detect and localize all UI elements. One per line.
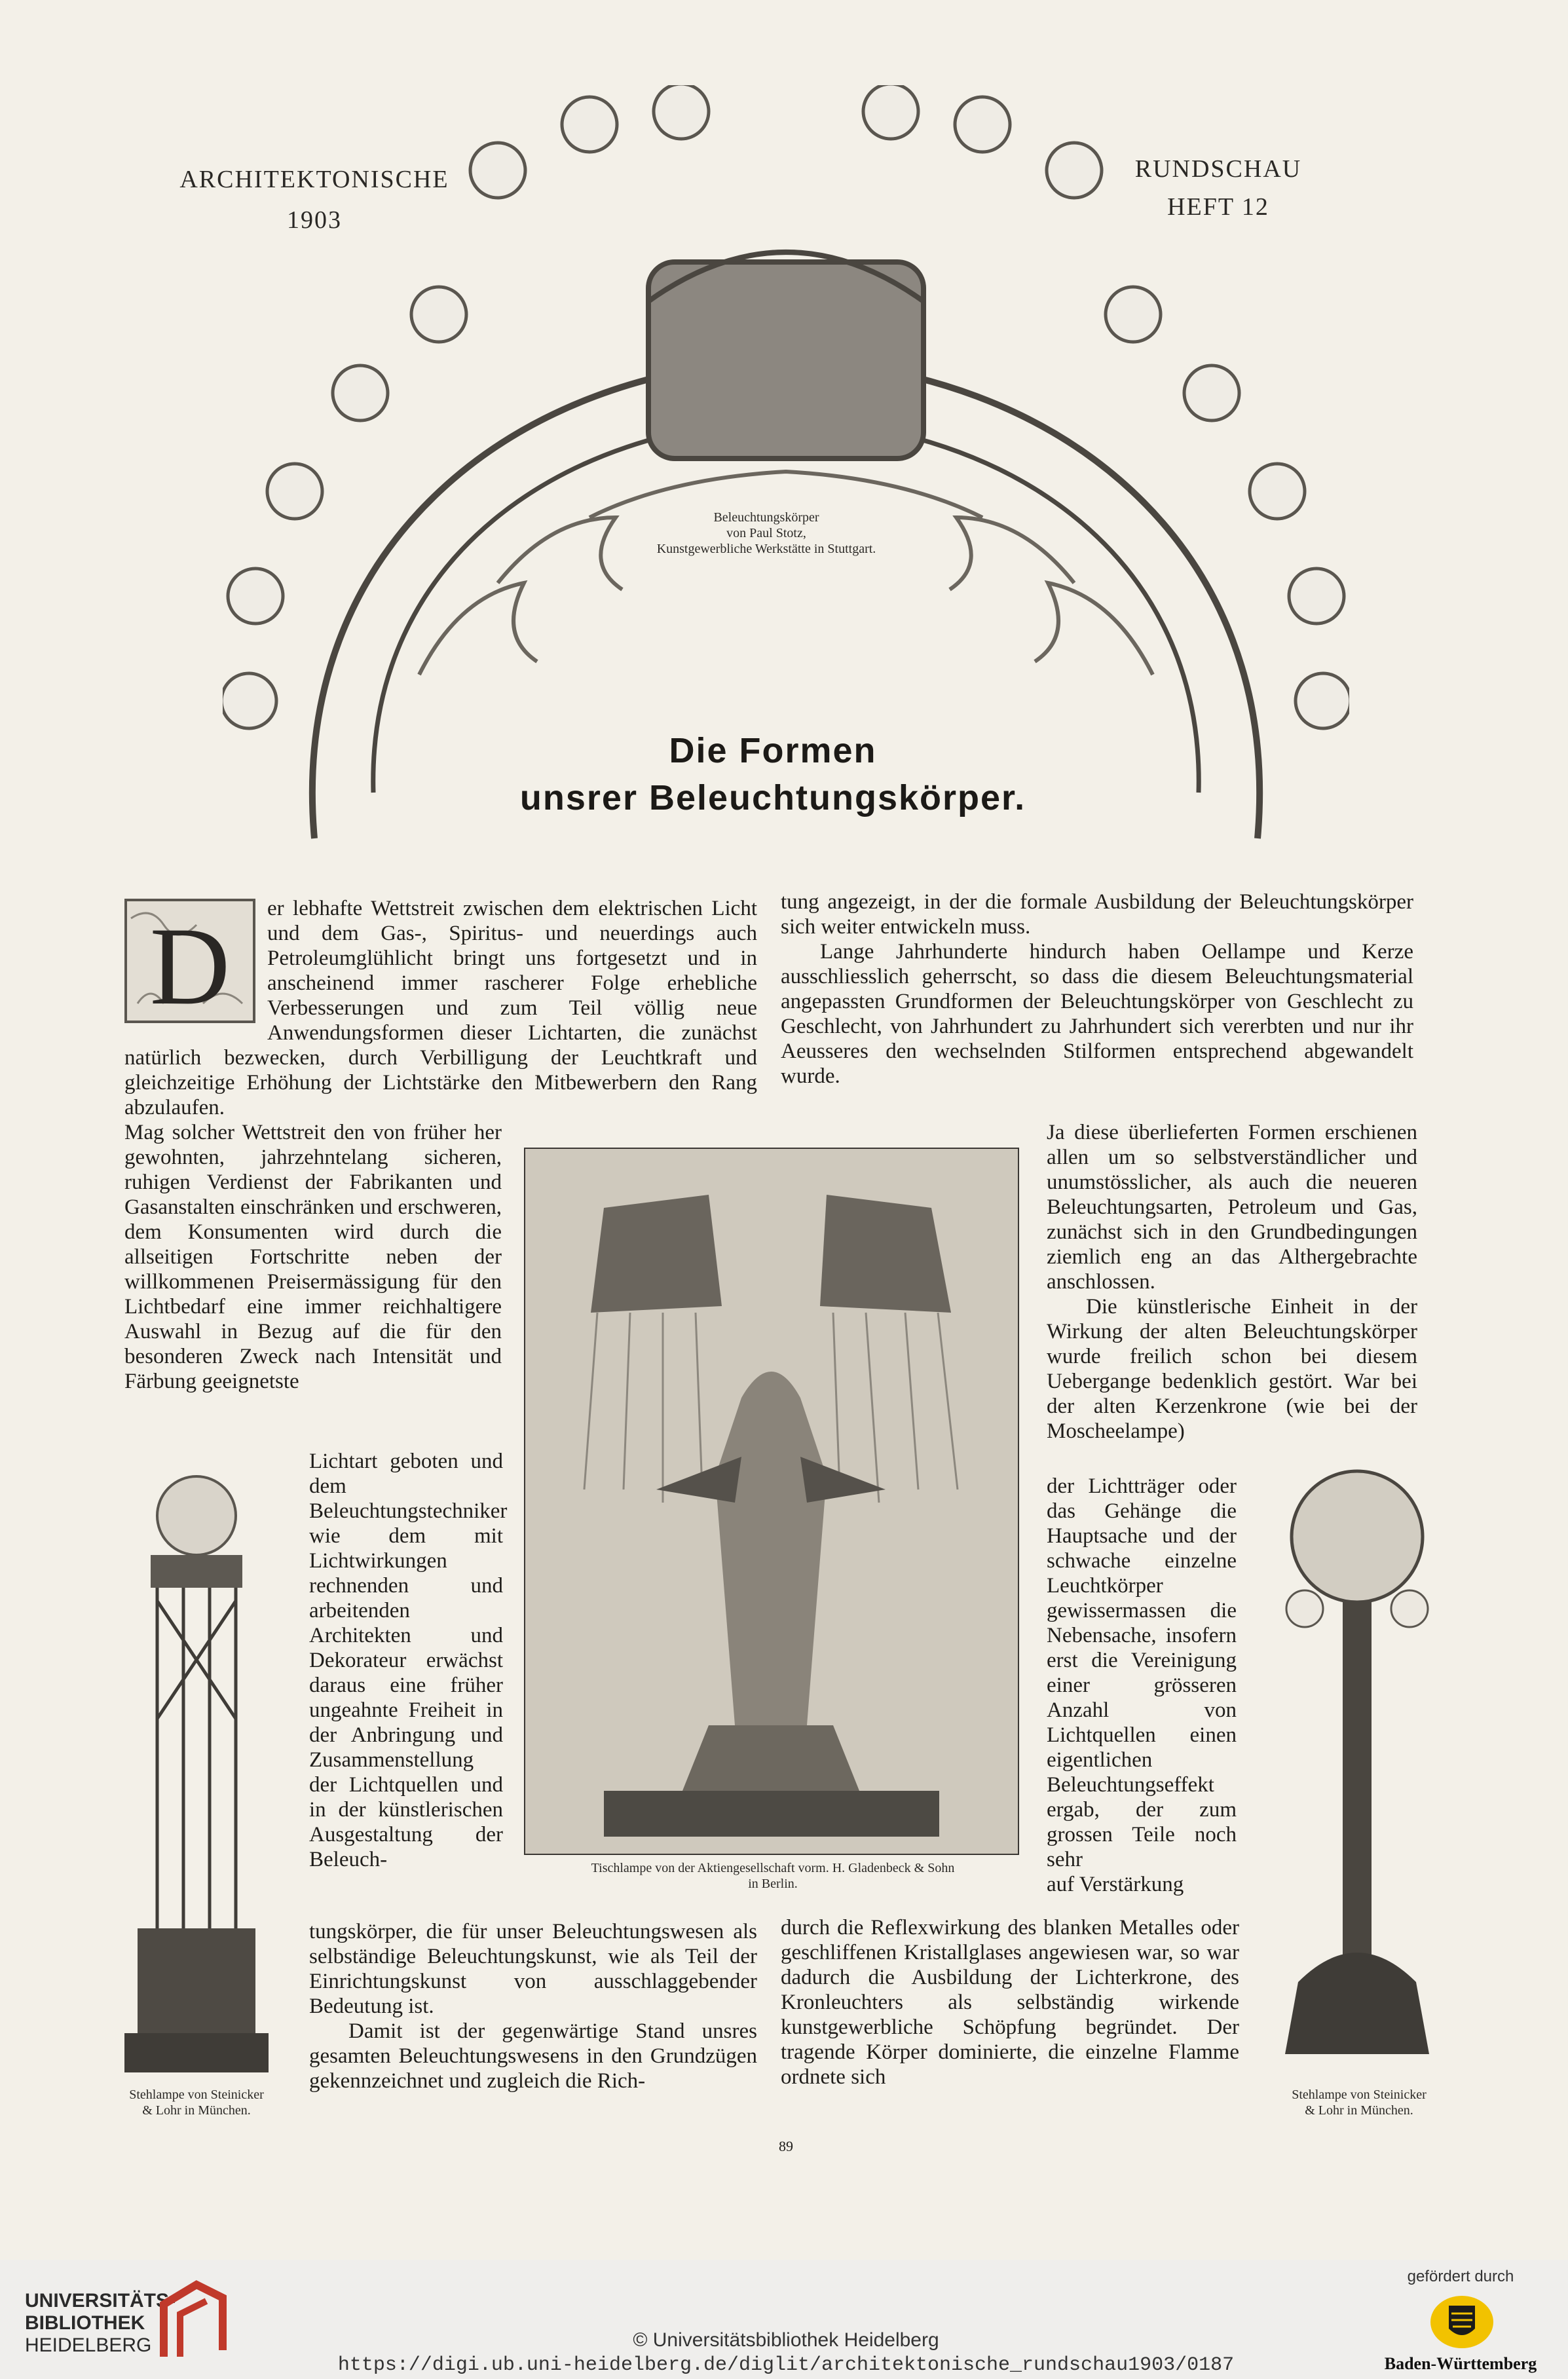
permalink-url[interactable]: https://digi.ub.uni-heidelberg.de/diglit/architektonische_rundschau1903/0187 (337, 2354, 1235, 2376)
dropcap-letter: D (149, 905, 231, 1023)
paragraph-beleuchtungskunst: tungskörper, die für unser Beleuchtungswesen als selbständige Beleuchtungskunst, wie als Teil der Einrichtungskunst von ausschlaggebender Bedeutung ist. (309, 1920, 757, 2018)
left-column-bottom (309, 1919, 757, 2093)
caption-line: von Paul Stotz, (726, 526, 806, 540)
paragraph-stand: Damit ist der gegenwärtige Stand unsres gesamten Beleuchtungswesens in den Grundzügen gekennzeichnet und zugleich die Rich- (309, 2019, 757, 2093)
table-lamp-photo (524, 1148, 1019, 1855)
caption-line: Beleuchtungskörper (713, 510, 819, 525)
right-column-upper (781, 890, 1413, 1089)
right-figure-caption (1251, 2087, 1467, 2118)
library-line-1: UNIVERSITÄTS- (25, 2290, 176, 2312)
caption-line: Kunstgewerbliche Werkstätte in Stuttgart. (656, 542, 876, 556)
paragraph-lichtart: Lichtart geboten und dem Beleuchtungstechniker wie dem mit Lichtwirkungen rechnenden und arbeitenden Architekten und Dekorateur erwächst daraus eine früher ungeahnte Freiheit in der Anbringung und Zusammenstellung der Lichtquellen und in der künstlerischen Ausgestaltung der Beleuch- (309, 1450, 508, 1871)
paragraph-reflexwirkung: durch die Reflexwirkung des blanken Metalles oder geschliffenen Kristallglases angewiesen war, so war dadurch die Ausbildung der Lichterkrone, des Kronleuchters als selbständig wirkende kunstgewerbliche Schöpfung begründet. Der tragende Körper dominierte, die einzelne Flamme ordnete sich (781, 1916, 1239, 2089)
paragraph-intro: er lebhafte Wettstreit zwischen dem elektrischen Licht und dem Gas-, Spiritus- und neuerdings auch Petroleumglühlicht bringt uns fortgesetzt und in anscheinend immer rascherer Folge erhebliche Verbesserungen und zum Teil völlig neue Anwendungsformen dieser Lichtarten, die zunächst natürlich bezwecken, durch Verbilligung der Leuchtkraft und gleichzeitige Erhöhung der Lichtstärke den Mitbewerbern den Rang abzulaufen. (124, 897, 757, 1119)
ornamental-dropcap (124, 899, 255, 1023)
caption-line: in Berlin. (748, 1877, 798, 1891)
library-logo-icon (157, 2278, 229, 2363)
article-title (458, 727, 1087, 821)
top-figure-caption (576, 510, 956, 557)
library-line-3: HEIDELBERG (25, 2334, 152, 2356)
right-column-bottom (781, 1915, 1239, 2089)
floor-lamp-illustration-right (1259, 1465, 1455, 2080)
page-number: 89 (779, 2138, 793, 2154)
paragraph-verstaerkung: auf Verstärkung (1047, 1873, 1184, 1896)
copyright-notice: © Universitätsbibliothek Heidelberg (633, 2329, 939, 2351)
library-logo-text (25, 2290, 176, 2357)
right-column-middle (1047, 1120, 1417, 1444)
paragraph-formen: Ja diese überlieferten Formen erschienen allen um so selbstverständlicher und unumstösslicher, als auch die neueren Beleuchtungsarten, Petroleum und Gas, zunächst sich in den Grundbedingungen ziemlich eng an das Althergebrachte anschlossen. (1047, 1121, 1417, 1294)
paragraph-richtung: tung angezeigt, in der die formale Ausbildung der Beleuchtungskörper sich weiter entwickeln muss. (781, 890, 1413, 939)
center-figure-caption (511, 1860, 1035, 1892)
journal-title: ARCHITEKTONISCHE (179, 166, 449, 193)
issue-number: HEFT 12 (1167, 193, 1269, 221)
caption-line: Tischlampe von der Aktiengesellschaft vorm. H. Gladenbeck & Sohn (591, 1861, 955, 1875)
caption-line: & Lohr in München. (1305, 2103, 1413, 2118)
sponsor-name: Baden-Württemberg (1384, 2354, 1537, 2373)
paragraph-einheit: Die künstlerische Einheit in der Wirkung der alten Beleuchtungskörper wurde freilich schon bei diesem Uebergange bedenklich gestört. War bei der alten Kerzenkrone (wie bei der Moscheelampe) (1047, 1295, 1417, 1443)
floor-lamp-illustration-left (98, 1470, 295, 2079)
sponsor-label: gefördert durch (1407, 2268, 1514, 2285)
left-floor-lamp-photo (98, 1470, 295, 2079)
left-column-lower (309, 1449, 508, 1872)
journal-title-right: RUNDSCHAU (1134, 155, 1302, 183)
table-lamp-illustration (525, 1149, 1018, 1854)
caption-line: Stehlampe von Steinicker (129, 2088, 264, 2102)
state-coat-of-arms-icon (1429, 2293, 1495, 2351)
paragraph-lichttraeger: der Lichtträger oder das Gehänge die Hauptsache und der schwache einzelne Leuchtkörper gewissermassen die Nebensache, insofern erst die Vereinigung einer grösseren Anzahl von Lichtquellen einen eigentlichen Beleuchtungseffekt ergab, der zum grossen Teile noch sehr (1047, 1474, 1237, 1871)
left-column-middle (124, 1120, 502, 1394)
caption-line: & Lohr in München. (142, 2103, 251, 2118)
paragraph-jahrhunderte: Lange Jahrhunderte hindurch haben Oellampe und Kerze ausschliesslich geherrscht, so dass die diesem Beleuchtungsmaterial angepassten Grundformen der Beleuchtungskörper von Geschlecht zu Geschlecht, von Jahrhundert zu Jahrhundert sich vererbten und nur ihr Aeusseres den wechselnden Stilformen entsprechend abgewandelt wurde. (781, 940, 1413, 1088)
left-figure-caption (92, 2087, 301, 2118)
caption-line: Stehlampe von Steinicker (1292, 2088, 1427, 2102)
title-line-2: unsrer Beleuchtungskörper. (519, 778, 1026, 817)
left-column-upper (124, 896, 757, 1120)
right-column-narrow (1047, 1474, 1237, 1897)
journal-year: 1903 (287, 206, 342, 234)
arch-centre-glass (648, 262, 924, 459)
title-line-1: Die Formen (669, 731, 877, 770)
right-floor-lamp-photo (1259, 1465, 1455, 2080)
library-line-2: BIBLIOTHEK (25, 2312, 145, 2334)
paragraph-wettstreit: Mag solcher Wettstreit den von früher her gewohnten, jahrzehntelang sicheren, ruhigen Verdienst der Fabrikanten und Gasanstalten einschränken und erschweren, dem Konsumenten wird durch die allseitigen Fortschritte neben der willkommenen Preisermässigung für den Lichtbedarf eine immer reichhaltigere Auswahl in Bezug auf die für den besonderen Zweck nach Intensität und Färbung geeignetste (124, 1121, 502, 1393)
